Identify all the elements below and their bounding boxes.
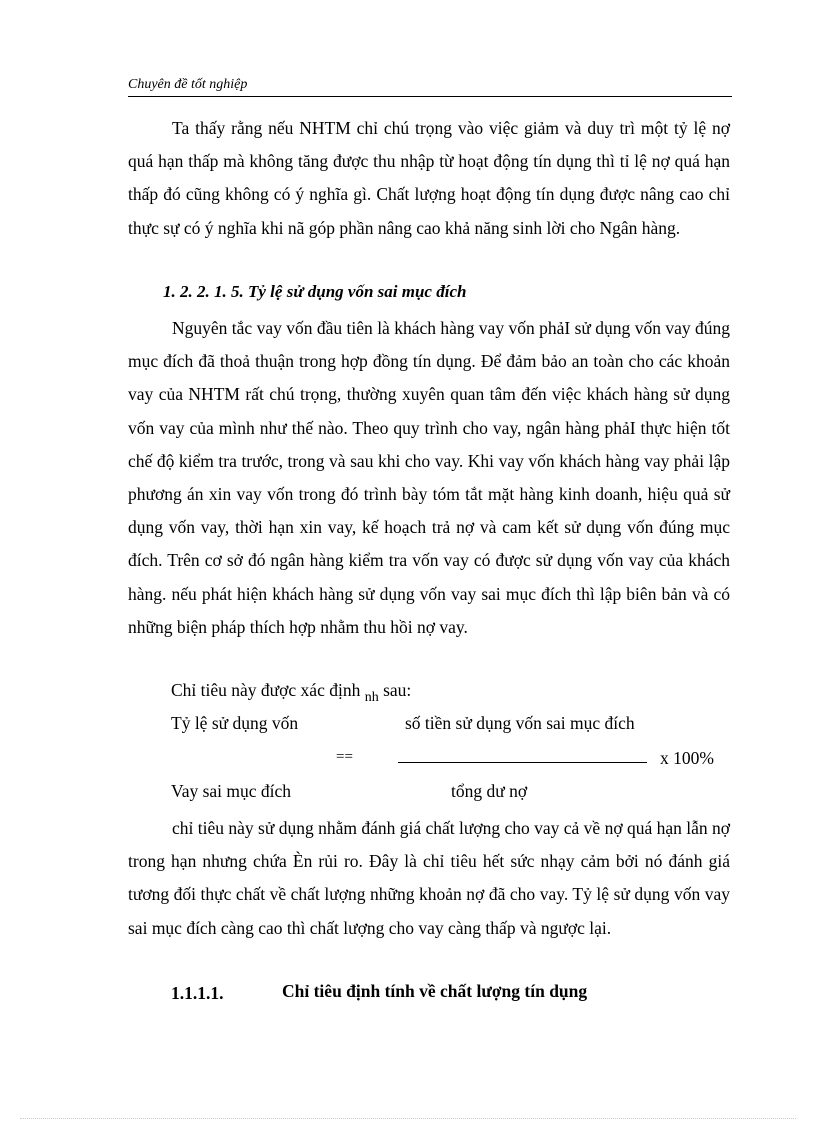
document-header-title: Chuyên đề tốt nghiệp (128, 77, 248, 92)
section-heading: 1. 2. 2. 1. 5. Tỷ lệ sử dụng vốn sai mục đích (163, 282, 467, 301)
subsection-number: 1.1.1.1. (171, 983, 224, 1003)
fraction-bar (398, 762, 647, 763)
formula-left-bottom: Vay sai mục đích (171, 781, 292, 801)
formula-equals: == (336, 749, 353, 765)
header-rule (128, 96, 732, 97)
paragraph-principle: Nguyên tắc vay vốn đầu tiên là khách hàng vay vốn phảI sử dụng vốn vay đúng mục đích đã thoả thuận trong hợp đồng tín dụng. Để đảm bảo an toàn cho các khoản vay của NHTM rất chú trọng, thường xuyên quan tâm đến việc khách hàng sử dụng vốn vay của mình như thế nào. Theo quy trình cho vay, ngân hàng phảI thực hiện tốt chế độ kiểm tra trước, trong và sau khi cho vay. Khi vay vốn khách hàng vay phải lập phương án xin vay vốn trong đó trình bày tóm tắt mặt hàng kinh doanh, hiệu quả sử dụng vốn vay, thời hạn xin vay, kế hoạch trả nợ và cam kết sử dụng vốn đúng mục đích. Trên cơ sở đó ngân hàng kiểm tra vốn vay có được sử dụng vốn vay của khách hàng. nếu phát hiện khách hàng sử dụng vốn vay sai mục đích thì lập biên bản và có những biện pháp thích hợp nhằm thu hồi nợ vay. (128, 318, 730, 637)
formula-numerator: số tiền sử dụng vốn sai mục đích (405, 713, 635, 733)
paragraph-intro: Ta thấy rằng nếu NHTM chỉ chú trọng vào việc giảm và duy trì một tỷ lệ nợ quá hạn thấp mà không tăng được thu nhập từ hoạt động tín dụng thì tỉ lệ nợ quá hạn thấp đó cũng không có ý nghĩa gì. Chất lượng hoạt động tín dụng được nâng cao chỉ thực sự có ý nghĩa khi nã góp phần nâng cao khả năng sinh lời cho Ngân hàng. (128, 118, 730, 238)
footer-divider (20, 1118, 796, 1119)
formula-left-top: Tỷ lệ sử dụng vốn (171, 713, 299, 733)
formula-intro (171, 680, 412, 705)
paragraph-explanation: chỉ tiêu này sử dụng nhằm đánh giá chất lượng cho vay cả về nợ quá hạn lẫn nợ trong hạn nhưng chứa Èn rủi ro. Đây là chỉ tiêu hết sức nhạy cảm bởi nó đánh giá tương đối thực chất về chất lượng những khoản nợ đã cho vay. Tỷ lệ sử dụng vốn vay sai mục đích càng cao thì chất lượng cho vay càng thấp và ngược lại. (128, 818, 730, 938)
formula-denominator: tổng dư nợ (451, 781, 528, 801)
formula-intro-text: Chỉ tiêu này được xác định (171, 680, 361, 700)
formula-multiplier: x 100% (660, 748, 714, 768)
formula-intro-small: nh (364, 690, 379, 705)
formula-intro-after: sau: (383, 680, 412, 700)
subsection-heading: Chỉ tiêu định tính về chất lượng tín dụng (282, 981, 588, 1001)
